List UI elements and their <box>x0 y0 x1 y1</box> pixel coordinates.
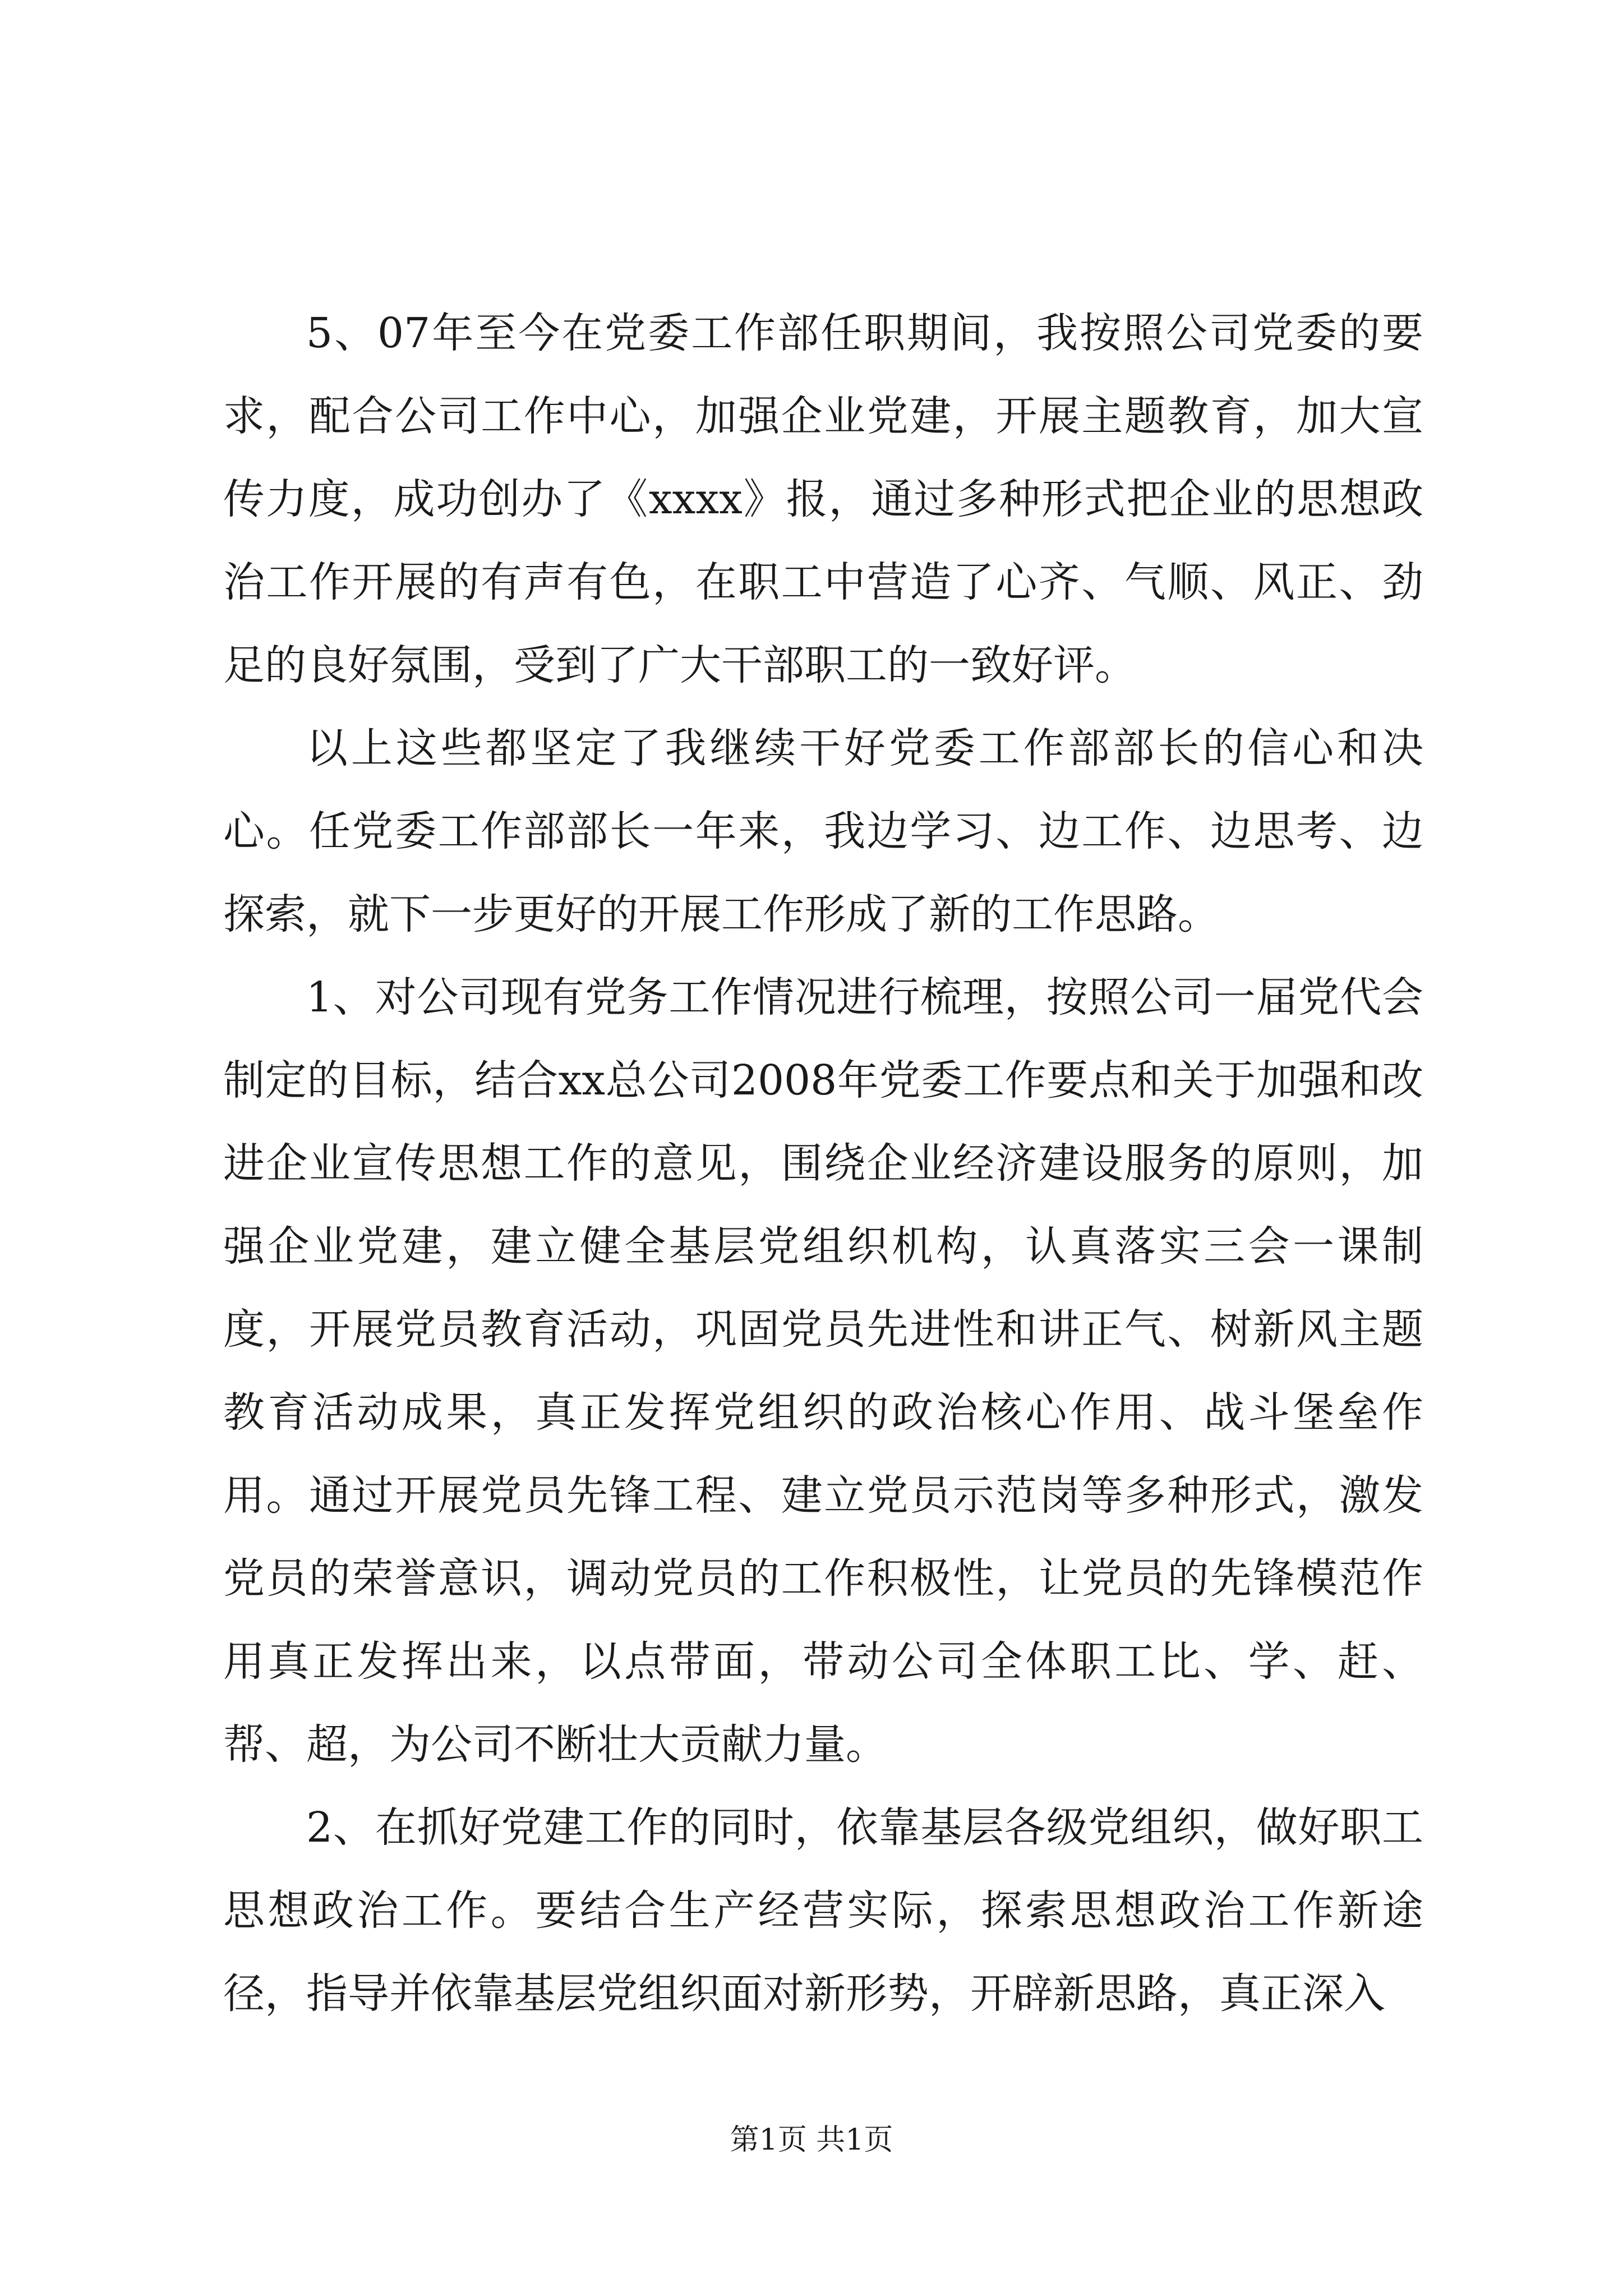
paragraph-3: 1、对公司现有党务工作情况进行梳理，按照公司一届党代会制定的目标，结合xx总公司2008年党委工作要点和关于加强和改进企业宣传思想工作的意见，围绕企业经济建设服务的原则，加强企业党建，建立健全基层党组织机构，认真落实三会一课制度，开展党员教育活动，巩固党员先进性和讲正气、树新风主题教育活动成果，真正发挥党组织的政治核心作用、战斗堡垒作用。通过开展党员先锋工程、建立党员示范岗等多种形式，激发党员的荣誉意识，调动党员的工作积极性，让党员的先锋模范作用真正发挥出来，以点带面，带动公司全体职工比、学、赶、帮、超，为公司不断壮大贡献力量。 <box>223 973 1423 1769</box>
document-body <box>223 292 1423 2035</box>
page-footer: 第1页 共1页 <box>730 2123 893 2157</box>
paragraph-2: 以上这些都坚定了我继续干好党委工作部部长的信心和决心。任党委工作部部长一年来，我边学习、边工作、边思考、边探索，就下一步更好的开展工作形成了新的工作思路。 <box>223 724 1423 938</box>
paragraph-4: 2、在抓好党建工作的同时，依靠基层各级党组织，做好职工思想政治工作。要结合生产经营实际，探索思想政治工作新途径，指导并依靠基层党组织面对新形势，开辟新思路，真正深入 <box>223 1803 1423 2018</box>
paragraph-1: 5、07年至今在党委工作部任职期间，我按照公司党委的要求，配合公司工作中心，加强企业党建，开展主题教育，加大宣传力度，成功创办了《xxxx》报，通过多种形式把企业的思想政治工作开展的有声有色，在职工中营造了心齐、气顺、风正、劲足的良好氛围，受到了广大干部职工的一致好评。 <box>223 309 1423 689</box>
